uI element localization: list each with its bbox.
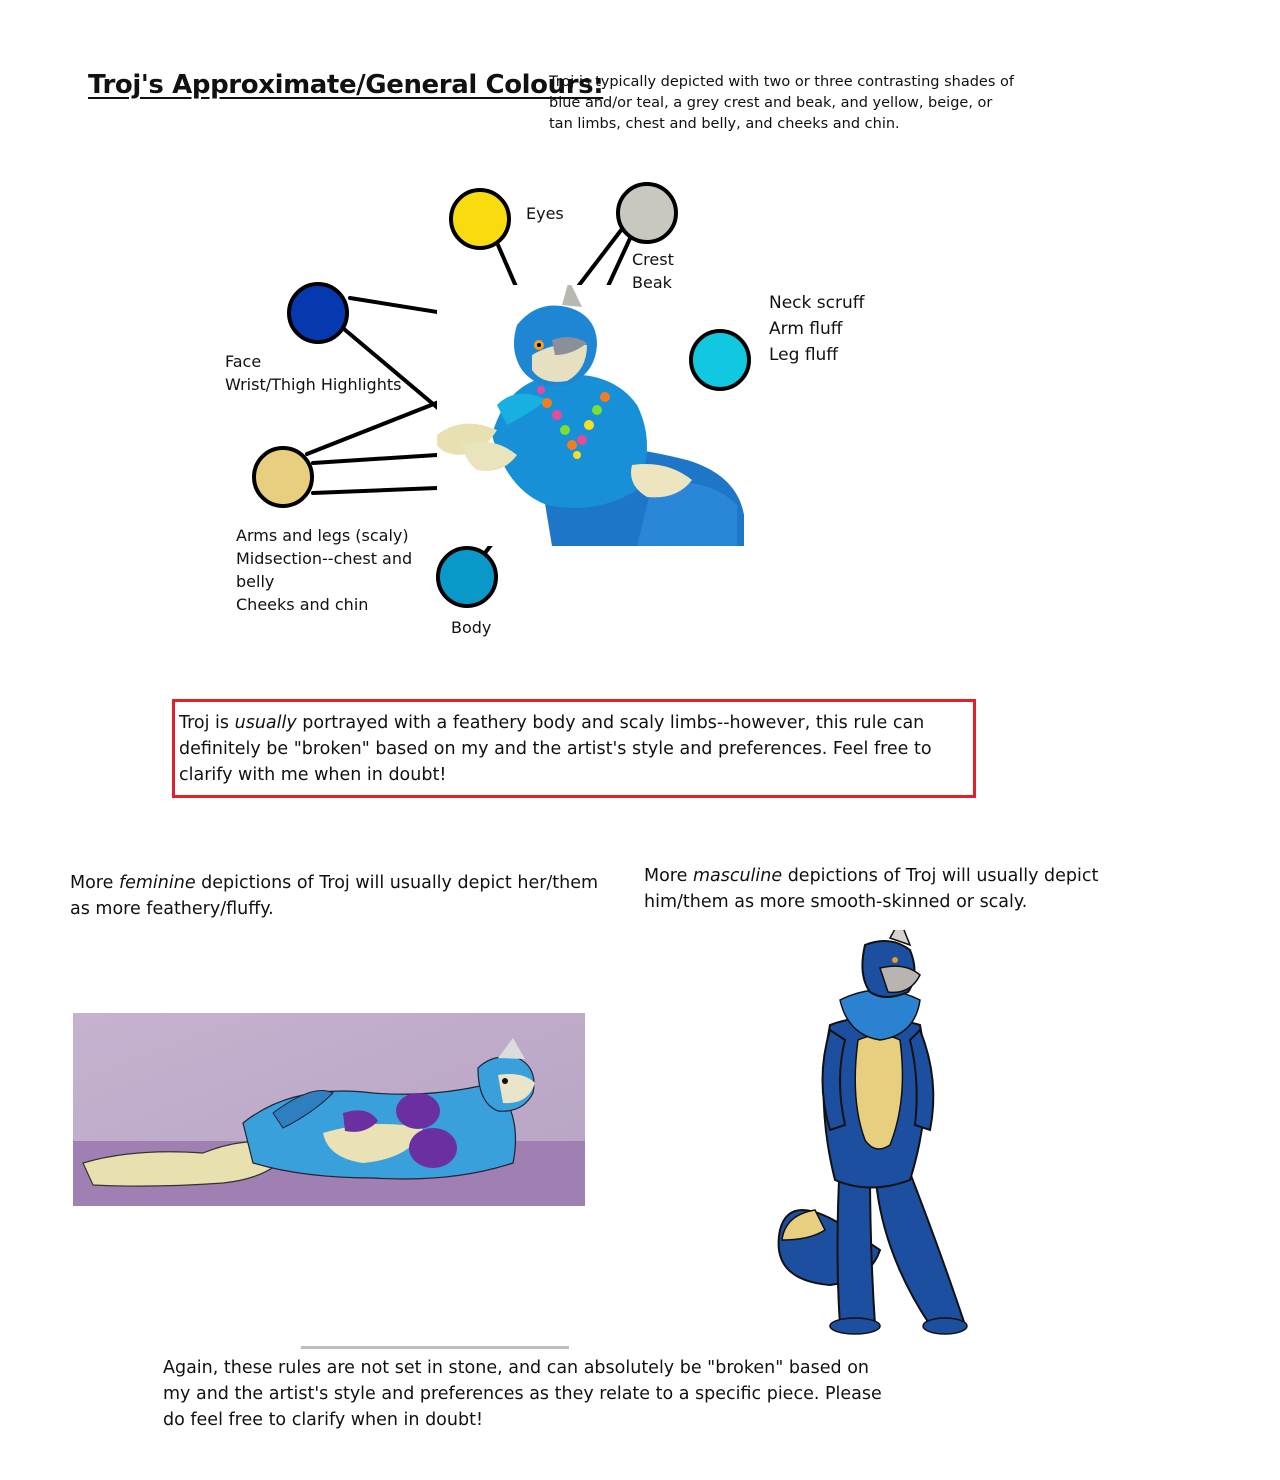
feminine-text-start: More bbox=[70, 873, 119, 893]
neck-scruff-label: Neck scruff bbox=[769, 293, 865, 313]
wrist-thigh-label: Wrist/Thigh Highlights bbox=[225, 375, 402, 394]
crest-label: Crest bbox=[632, 250, 674, 269]
masculine-description bbox=[644, 863, 1114, 915]
face-label: Face bbox=[225, 352, 262, 371]
masculine-text-end: depictions of Troj will usually depict him/them as more smooth-skinned or scaly. bbox=[644, 866, 1099, 912]
eyes-swatch bbox=[449, 188, 511, 250]
fluff-swatch bbox=[689, 329, 751, 391]
page-title: Troj's Approximate/General Colours: bbox=[88, 70, 604, 100]
beak-label: Beak bbox=[632, 273, 672, 292]
feminine-emphasis: feminine bbox=[118, 873, 196, 893]
eyes-label: Eyes bbox=[526, 204, 564, 223]
arm-fluff-label: Arm fluff bbox=[769, 319, 843, 339]
body-label: Body bbox=[451, 618, 492, 637]
masculine-emphasis: masculine bbox=[692, 866, 783, 886]
notice-text-end: portrayed with a feathery body and scaly limbs--however, this rule can definitely be "broken" based on my and the artist's style and preferences. Feel free to clarify with me when in doubt! bbox=[179, 713, 932, 785]
crest-beak-swatch bbox=[616, 182, 678, 244]
cheeks-chin-label: Cheeks and chin bbox=[236, 595, 369, 614]
notice-text-start: Troj is bbox=[179, 713, 235, 733]
body-swatch bbox=[436, 546, 498, 608]
belly-label: belly bbox=[236, 572, 275, 591]
closing-note: Again, these rules are not set in stone, and can absolutely be "broken" based on my and the artist's style and preferences as they relate to a specific piece. Please do feel free to clarify when in doubt! bbox=[163, 1358, 882, 1430]
feminine-text-end: depictions of Troj will usually depict her/them as more feathery/fluffy. bbox=[70, 873, 599, 919]
masculine-text-start: More bbox=[644, 866, 693, 886]
feminine-artwork bbox=[73, 1013, 585, 1206]
feminine-description bbox=[70, 870, 615, 922]
notice-box bbox=[172, 699, 976, 798]
troj-photo bbox=[437, 285, 744, 546]
arms-legs-label: Arms and legs (scaly) bbox=[236, 526, 409, 545]
leg-fluff-label: Leg fluff bbox=[769, 345, 839, 365]
notice-emphasis: usually bbox=[234, 713, 297, 733]
face-highlights-swatch bbox=[287, 282, 349, 344]
midsection-label: Midsection--chest and bbox=[236, 549, 413, 568]
intro-text: Troj is typically depicted with two or three contrasting shades of blue and/or teal, a grey crest and beak, and yellow, beige, or tan limbs, chest and belly, and cheeks and chin. bbox=[549, 74, 1014, 132]
masculine-artwork bbox=[770, 930, 970, 1335]
limbs-swatch bbox=[252, 446, 314, 508]
divider bbox=[301, 1346, 569, 1349]
